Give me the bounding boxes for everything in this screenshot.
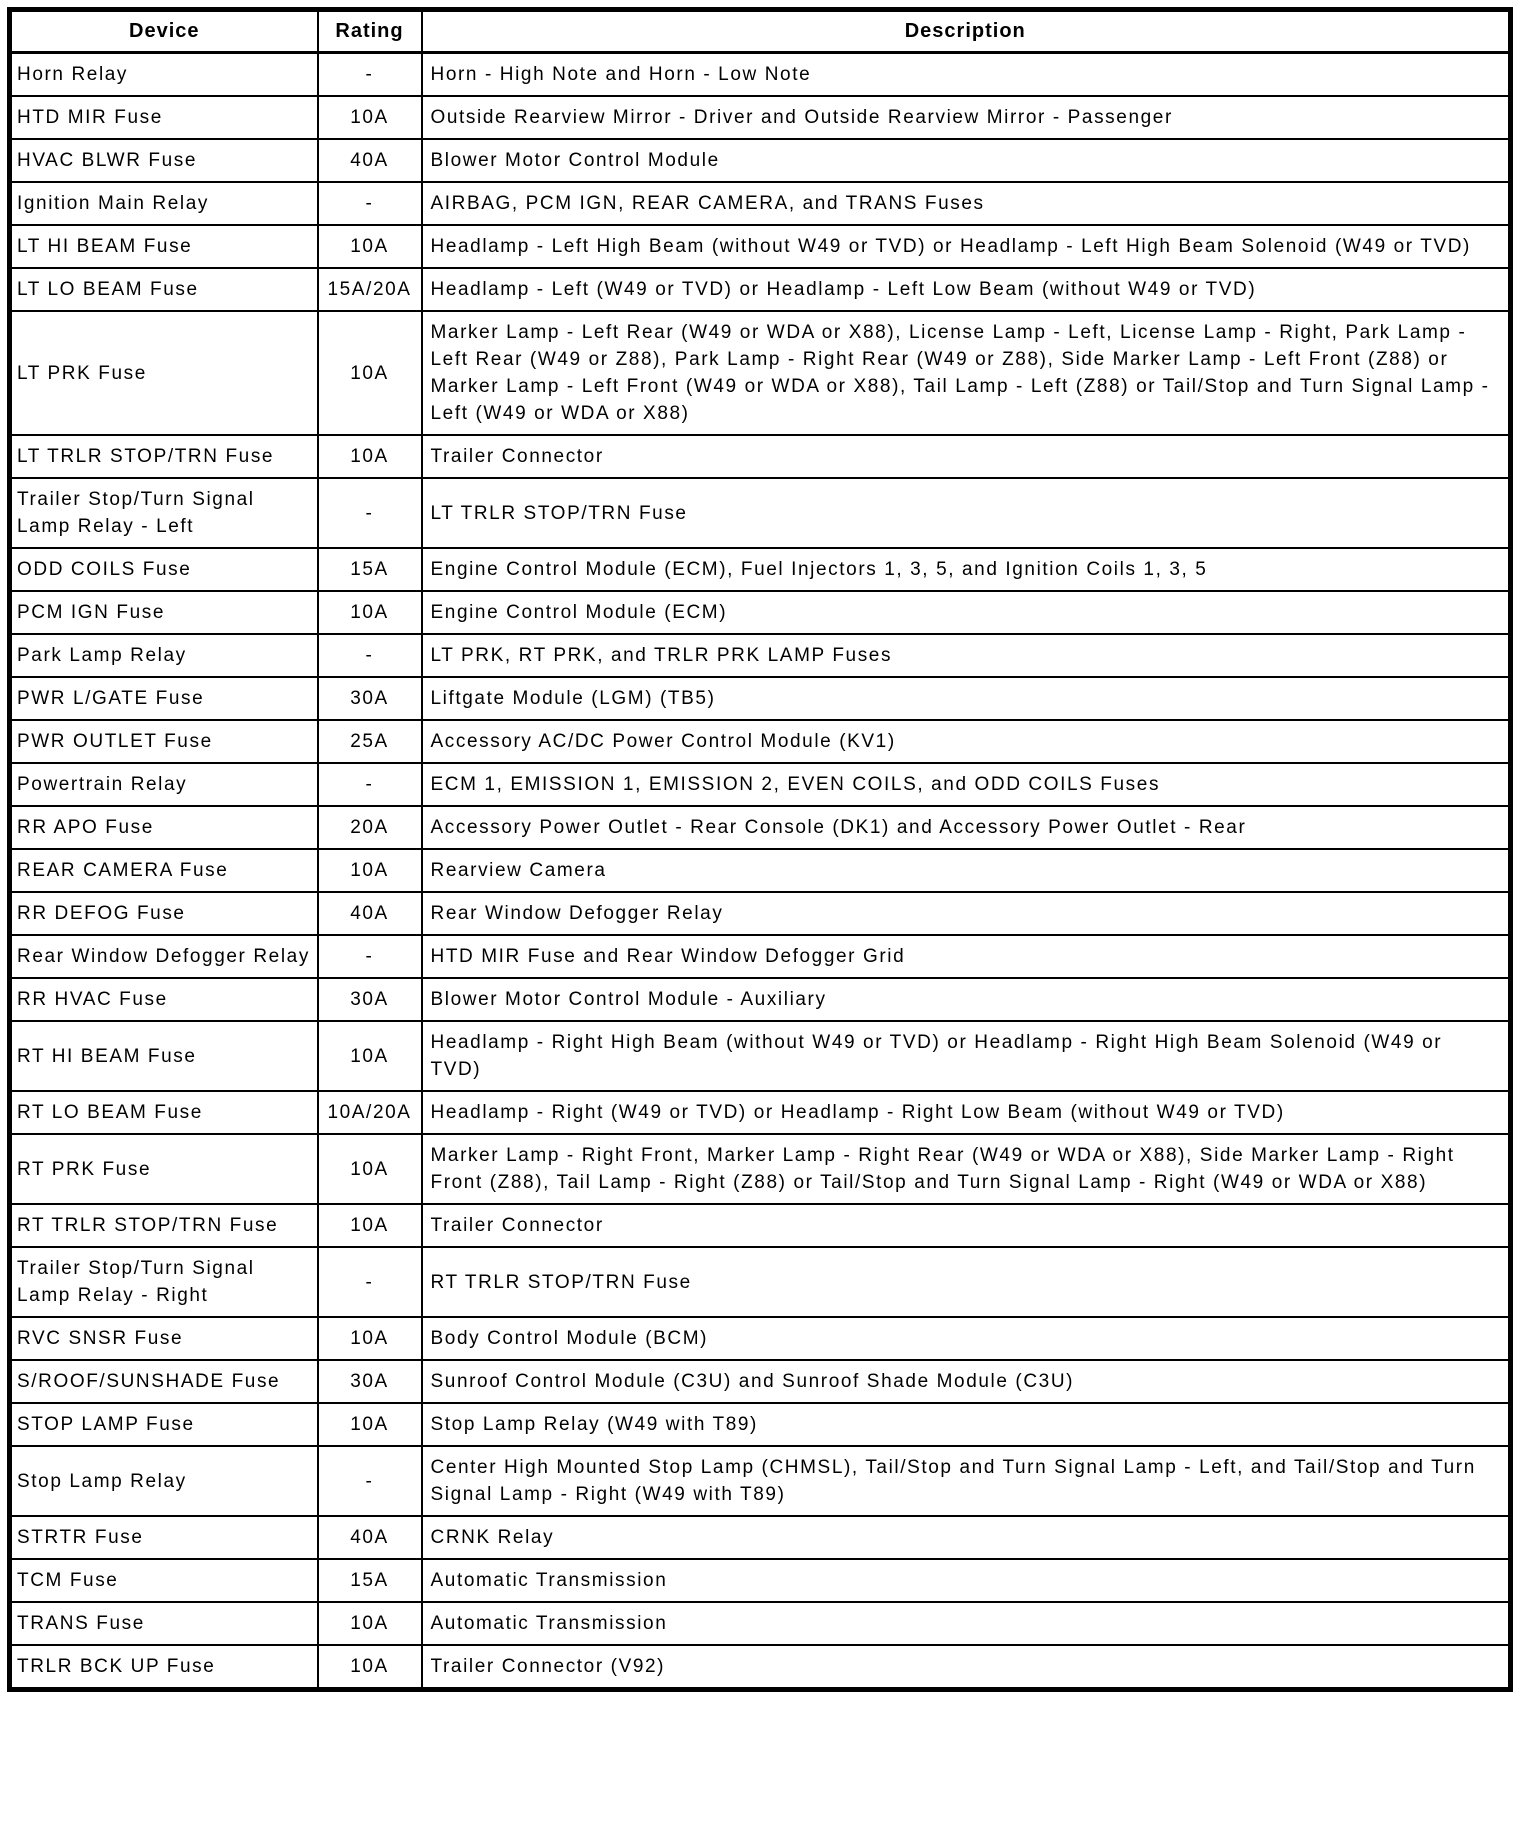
table-row [10, 1317, 1511, 1360]
description-cell: LT TRLR STOP/TRN Fuse [422, 478, 1511, 548]
rating-cell: 40A [318, 892, 422, 935]
table-row [10, 806, 1511, 849]
device-cell: RVC SNSR Fuse [10, 1317, 318, 1360]
description-cell: Engine Control Module (ECM), Fuel Injectors 1, 3, 5, and Ignition Coils 1, 3, 5 [422, 548, 1511, 591]
rating-cell: 10A [318, 1403, 422, 1446]
device-cell: TCM Fuse [10, 1559, 318, 1602]
description-cell: LT PRK, RT PRK, and TRLR PRK LAMP Fuses [422, 634, 1511, 677]
table-body [10, 53, 1511, 1690]
device-cell: Rear Window Defogger Relay [10, 935, 318, 978]
table-row [10, 935, 1511, 978]
description-cell: Center High Mounted Stop Lamp (CHMSL), Tail/Stop and Turn Signal Lamp - Left, and Tail/Stop and Turn Signal Lamp - Right (W49 with T89) [422, 1446, 1511, 1516]
rating-cell: 10A [318, 591, 422, 634]
rating-cell: 40A [318, 139, 422, 182]
rating-cell: 10A [318, 1317, 422, 1360]
column-header-rating: Rating [318, 10, 422, 53]
description-cell: Headlamp - Left High Beam (without W49 or TVD) or Headlamp - Left High Beam Solenoid (W49 or TVD) [422, 225, 1511, 268]
device-cell: Park Lamp Relay [10, 634, 318, 677]
device-cell: HTD MIR Fuse [10, 96, 318, 139]
table-row [10, 1516, 1511, 1559]
rating-cell: 40A [318, 1516, 422, 1559]
description-cell: Horn - High Note and Horn - Low Note [422, 53, 1511, 97]
device-cell: HVAC BLWR Fuse [10, 139, 318, 182]
column-header-description: Description [422, 10, 1511, 53]
description-cell: Automatic Transmission [422, 1559, 1511, 1602]
device-cell: RT PRK Fuse [10, 1134, 318, 1204]
table-row [10, 1021, 1511, 1091]
description-cell: Liftgate Module (LGM) (TB5) [422, 677, 1511, 720]
table-row [10, 268, 1511, 311]
description-cell: Trailer Connector [422, 1204, 1511, 1247]
rating-cell: 10A [318, 849, 422, 892]
description-cell: Blower Motor Control Module [422, 139, 1511, 182]
device-cell: REAR CAMERA Fuse [10, 849, 318, 892]
rating-cell: 10A [318, 435, 422, 478]
device-cell: Stop Lamp Relay [10, 1446, 318, 1516]
device-cell: RR DEFOG Fuse [10, 892, 318, 935]
description-cell: Trailer Connector [422, 435, 1511, 478]
description-cell: Stop Lamp Relay (W49 with T89) [422, 1403, 1511, 1446]
rating-cell: - [318, 478, 422, 548]
description-cell: Accessory Power Outlet - Rear Console (DK1) and Accessory Power Outlet - Rear [422, 806, 1511, 849]
table-row [10, 1360, 1511, 1403]
description-cell: Trailer Connector (V92) [422, 1645, 1511, 1690]
device-cell: STRTR Fuse [10, 1516, 318, 1559]
fuse-relay-table [7, 7, 1513, 1692]
device-cell: RT TRLR STOP/TRN Fuse [10, 1204, 318, 1247]
device-cell: Trailer Stop/Turn Signal Lamp Relay - Right [10, 1247, 318, 1317]
table-row [10, 634, 1511, 677]
description-cell: HTD MIR Fuse and Rear Window Defogger Grid [422, 935, 1511, 978]
description-cell: Automatic Transmission [422, 1602, 1511, 1645]
rating-cell: 30A [318, 1360, 422, 1403]
table-row [10, 1602, 1511, 1645]
table-row [10, 548, 1511, 591]
device-cell: RT HI BEAM Fuse [10, 1021, 318, 1091]
description-cell: Engine Control Module (ECM) [422, 591, 1511, 634]
table-row [10, 1645, 1511, 1690]
rating-cell: 25A [318, 720, 422, 763]
table-row [10, 435, 1511, 478]
description-cell: AIRBAG, PCM IGN, REAR CAMERA, and TRANS Fuses [422, 182, 1511, 225]
device-cell: RT LO BEAM Fuse [10, 1091, 318, 1134]
rating-cell: 30A [318, 978, 422, 1021]
table-row [10, 1247, 1511, 1317]
rating-cell: - [318, 763, 422, 806]
description-cell: Rearview Camera [422, 849, 1511, 892]
description-cell: Sunroof Control Module (C3U) and Sunroof Shade Module (C3U) [422, 1360, 1511, 1403]
rating-cell: 20A [318, 806, 422, 849]
table-row [10, 1204, 1511, 1247]
table-row [10, 763, 1511, 806]
description-cell: ECM 1, EMISSION 1, EMISSION 2, EVEN COILS, and ODD COILS Fuses [422, 763, 1511, 806]
device-cell: Horn Relay [10, 53, 318, 97]
table-row [10, 225, 1511, 268]
table-row [10, 478, 1511, 548]
rating-cell: 10A [318, 1134, 422, 1204]
device-cell: TRANS Fuse [10, 1602, 318, 1645]
table-row [10, 1134, 1511, 1204]
rating-cell: 15A [318, 1559, 422, 1602]
description-cell: Accessory AC/DC Power Control Module (KV1) [422, 720, 1511, 763]
table-row [10, 53, 1511, 97]
rating-cell: 10A [318, 96, 422, 139]
rating-cell: 10A [318, 1204, 422, 1247]
table-row [10, 96, 1511, 139]
description-cell: Marker Lamp - Right Front, Marker Lamp - Right Rear (W49 or WDA or X88), Side Marker Lamp - Right Front (Z88), Tail Lamp - Right (Z88) or Tail/Stop and Turn Signal Lamp - Right (W49 or WDA or X88) [422, 1134, 1511, 1204]
description-cell: Rear Window Defogger Relay [422, 892, 1511, 935]
table-row [10, 677, 1511, 720]
device-cell: S/ROOF/SUNSHADE Fuse [10, 1360, 318, 1403]
device-cell: LT TRLR STOP/TRN Fuse [10, 435, 318, 478]
rating-cell: 10A [318, 1645, 422, 1690]
description-cell: Body Control Module (BCM) [422, 1317, 1511, 1360]
description-cell: Headlamp - Left (W49 or TVD) or Headlamp - Left Low Beam (without W49 or TVD) [422, 268, 1511, 311]
device-cell: Powertrain Relay [10, 763, 318, 806]
rating-cell: 10A [318, 1021, 422, 1091]
device-cell: PCM IGN Fuse [10, 591, 318, 634]
rating-cell: 10A/20A [318, 1091, 422, 1134]
table-row [10, 1403, 1511, 1446]
table-row [10, 849, 1511, 892]
table-row [10, 311, 1511, 435]
table-row [10, 720, 1511, 763]
rating-cell: - [318, 1446, 422, 1516]
device-cell: PWR OUTLET Fuse [10, 720, 318, 763]
device-cell: ODD COILS Fuse [10, 548, 318, 591]
description-cell: Headlamp - Right High Beam (without W49 or TVD) or Headlamp - Right High Beam Solenoid (W49 or TVD) [422, 1021, 1511, 1091]
rating-cell: - [318, 182, 422, 225]
header-row [10, 10, 1511, 53]
rating-cell: 10A [318, 311, 422, 435]
description-cell: Headlamp - Right (W49 or TVD) or Headlamp - Right Low Beam (without W49 or TVD) [422, 1091, 1511, 1134]
device-cell: Ignition Main Relay [10, 182, 318, 225]
table-row [10, 978, 1511, 1021]
rating-cell: 15A/20A [318, 268, 422, 311]
table-row [10, 139, 1511, 182]
rating-cell: - [318, 935, 422, 978]
table-row [10, 1559, 1511, 1602]
description-cell: Outside Rearview Mirror - Driver and Outside Rearview Mirror - Passenger [422, 96, 1511, 139]
device-cell: RR HVAC Fuse [10, 978, 318, 1021]
rating-cell: - [318, 1247, 422, 1317]
device-cell: LT HI BEAM Fuse [10, 225, 318, 268]
description-cell: Marker Lamp - Left Rear (W49 or WDA or X88), License Lamp - Left, License Lamp - Right, Park Lamp - Left Rear (W49 or Z88), Park Lamp - Right Rear (W49 or Z88), Side Marker Lamp - Left Front (Z88) or Marker Lamp - Left Front (W49 or WDA or X88), Tail Lamp - Left (Z88) or Tail/Stop and Turn Signal Lamp - Left (W49 or WDA or X88) [422, 311, 1511, 435]
table-row [10, 591, 1511, 634]
device-cell: TRLR BCK UP Fuse [10, 1645, 318, 1690]
device-cell: LT PRK Fuse [10, 311, 318, 435]
rating-cell: 10A [318, 225, 422, 268]
description-cell: CRNK Relay [422, 1516, 1511, 1559]
device-cell: STOP LAMP Fuse [10, 1403, 318, 1446]
table-row [10, 1446, 1511, 1516]
table-row [10, 892, 1511, 935]
device-cell: RR APO Fuse [10, 806, 318, 849]
table-row [10, 182, 1511, 225]
description-cell: Blower Motor Control Module - Auxiliary [422, 978, 1511, 1021]
description-cell: RT TRLR STOP/TRN Fuse [422, 1247, 1511, 1317]
rating-cell: - [318, 53, 422, 97]
rating-cell: 30A [318, 677, 422, 720]
device-cell: PWR L/GATE Fuse [10, 677, 318, 720]
rating-cell: - [318, 634, 422, 677]
rating-cell: 10A [318, 1602, 422, 1645]
device-cell: LT LO BEAM Fuse [10, 268, 318, 311]
rating-cell: 15A [318, 548, 422, 591]
device-cell: Trailer Stop/Turn Signal Lamp Relay - Left [10, 478, 318, 548]
table-row [10, 1091, 1511, 1134]
column-header-device: Device [10, 10, 318, 53]
